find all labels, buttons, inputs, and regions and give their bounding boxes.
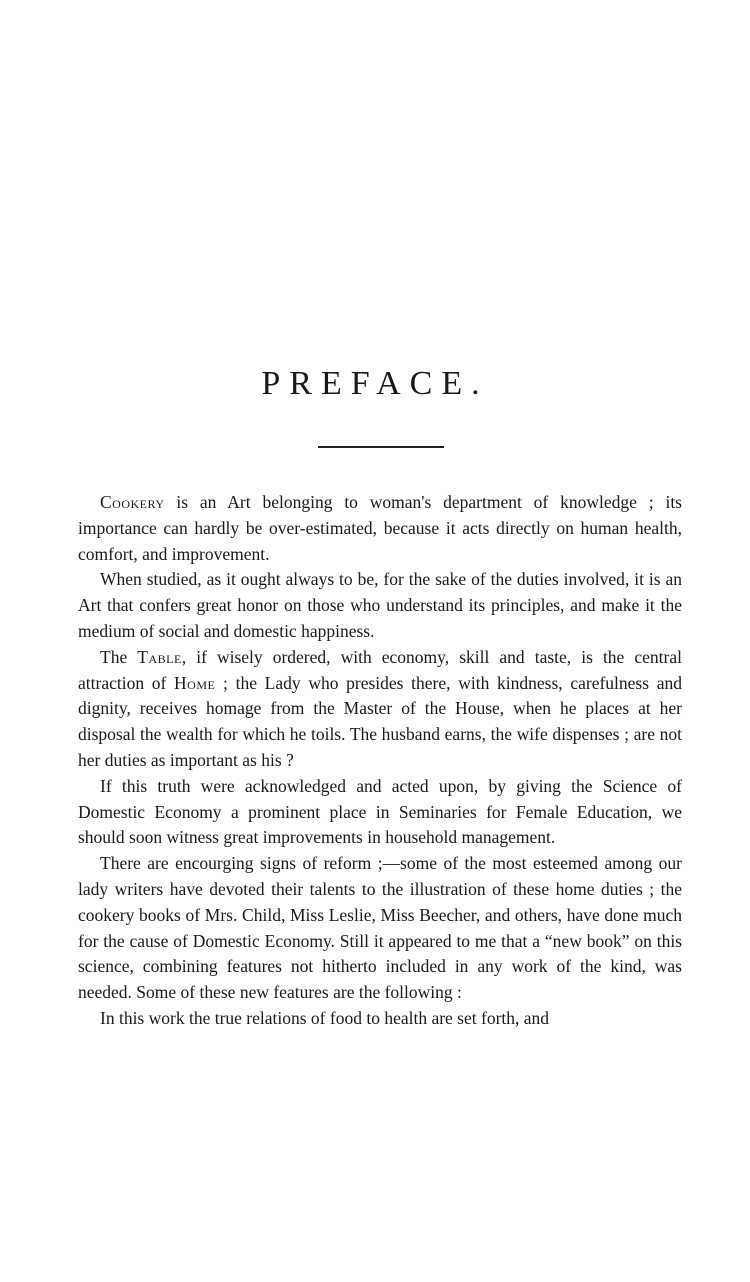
- title-rule: [318, 446, 444, 448]
- paragraph-3-part-b: , if wisely ordered, with economy, skill and taste, is the central attraction of: [78, 646, 682, 693]
- paragraph-6: In this work the true relations of food to health are set forth, and: [100, 1007, 550, 1028]
- paragraph-4: If this truth were acknowledged and acted upon, by giving the Science of Domestic Economy a prominent place in Seminaries for Female Education, we should soon witness great improvements in household management.: [78, 775, 682, 848]
- small-caps-home: Home: [174, 672, 216, 693]
- preface-body: [78, 490, 682, 1032]
- page-title: PREFACE.: [261, 365, 489, 402]
- small-caps-table: Table: [137, 646, 182, 667]
- small-caps-lead: Cookery: [100, 492, 165, 512]
- paragraph-3: [78, 645, 682, 774]
- paragraph-1-text: is an Art belonging to woman's department of knowledge ; its importance can hardly be over-estimated, because it acts directly on human health, comfort, and improvement.: [78, 492, 682, 564]
- paragraph-3-part-c: ; the Lady who presides there, with kindness, carefulness and dignity, receives homage from the Master of the House, when he places at her disposal the wealth for which he toils. The husband earns, the wife dispenses ; are not her duties as important as his ?: [78, 672, 683, 770]
- paragraph-1: [78, 490, 682, 567]
- paragraph-2: When studied, as it ought always to be, for the sake of the duties involved, it is an Art that confers great honor on those who understand its principles, and make it the medium of social and domestic happiness.: [78, 569, 682, 641]
- paragraph-3-part-a: The: [100, 646, 138, 667]
- paragraph-5: There are encourging signs of reform ;—some of the most esteemed among our lady writers have devoted their talents to the illustration of these home duties ; the cookery books of Mrs. Child, Miss Leslie, Miss Beecher, and others, have done much for the cause of Domestic Economy. Still it appeared to me that a “new book” on this science, combining features not hitherto included in any work of the kind, was needed. Some of these new features are the following :: [78, 853, 682, 1003]
